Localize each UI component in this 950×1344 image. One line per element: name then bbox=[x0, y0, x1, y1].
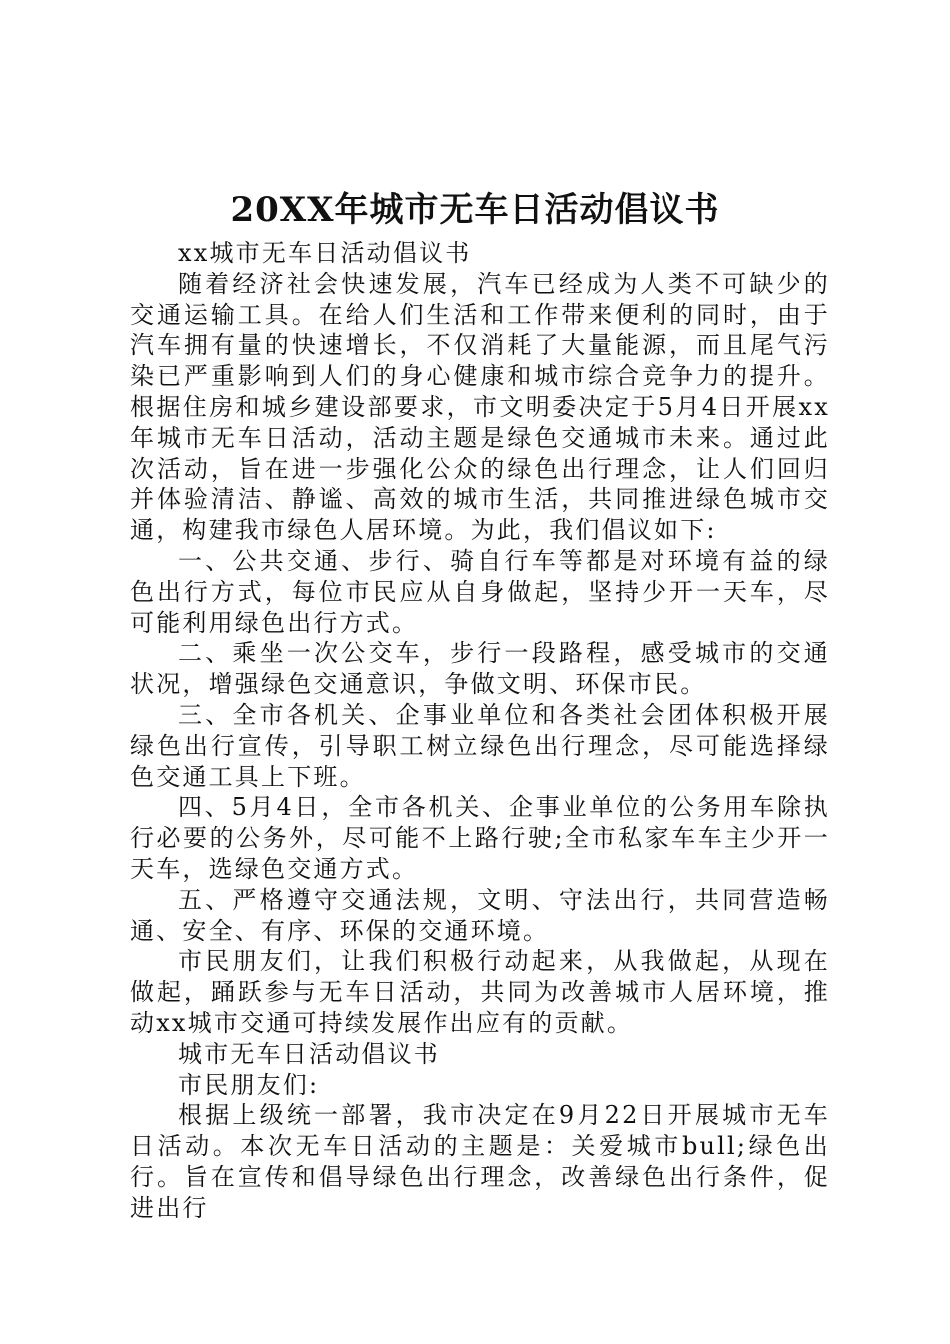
document-body bbox=[130, 238, 830, 1224]
paragraph: 根据上级统一部署，我市决定在9月22日开展城市无车日活动。本次无车日活动的主题是：关爱城市bull;绿色出行。旨在宣传和倡导绿色出行理念，改善绿色出行条件，促进出行 bbox=[130, 1101, 830, 1222]
paragraph: 城市无车日活动倡议书 bbox=[178, 1039, 440, 1068]
paragraph: 市民朋友们: bbox=[178, 1070, 320, 1099]
paragraph: 四、5月4日，全市各机关、企事业单位的公务用车除执行必要的公务外，尽可能不上路行驶;全市私家车车主少开一天车，选绿色交通方式。 bbox=[130, 793, 830, 883]
paragraph: xx城市无车日活动倡议书 bbox=[178, 239, 472, 267]
paragraph: 三、全市各机关、企事业单位和各类社会团体积极开展绿色出行宣传，引导职工树立绿色出行理念，尽可能选择绿色交通工具上下班。 bbox=[130, 700, 830, 791]
paragraph: 随着经济社会快速发展，汽车已经成为人类不可缺少的交通运输工具。在给人们生活和工作带来便利的同时，由于汽车拥有量的快速增长，不仅消耗了大量能源，而且尾气污染已严重影响到人们的身心健康和城市综合竞争力的提升。根据住房和城乡建设部要求，市文明委决定于5月4日开展xx年城市无车日活动，活动主题是绿色交通城市未来。通过此次活动，旨在进一步强化公众的绿色出行理念，让人们回归并体验清洁、静谧、高效的城市生活，共同推进绿色城市交通，构建我市绿色人居环境。为此，我们倡议如下: bbox=[130, 269, 830, 545]
paragraph: 市民朋友们，让我们积极行动起来，从我做起，从现在做起，踊跃参与无车日活动，共同为改善城市人居环境，推动xx城市交通可持续发展作出应有的贡献。 bbox=[130, 947, 830, 1037]
document-title: 20XX年城市无车日活动倡议书 bbox=[230, 190, 720, 230]
paragraph: 五、严格遵守交通法规，文明、守法出行，共同营造畅通、安全、有序、环保的交通环境。 bbox=[130, 885, 830, 945]
paragraph: 一、公共交通、步行、骑自行车等都是对环境有益的绿色出行方式，每位市民应从自身做起，坚持少开一天车，尽可能利用绿色出行方式。 bbox=[130, 546, 830, 637]
paragraph: 二、乘坐一次公交车，步行一段路程，感受城市的交通状况，增强绿色交通意识，争做文明、环保市民。 bbox=[130, 639, 830, 699]
